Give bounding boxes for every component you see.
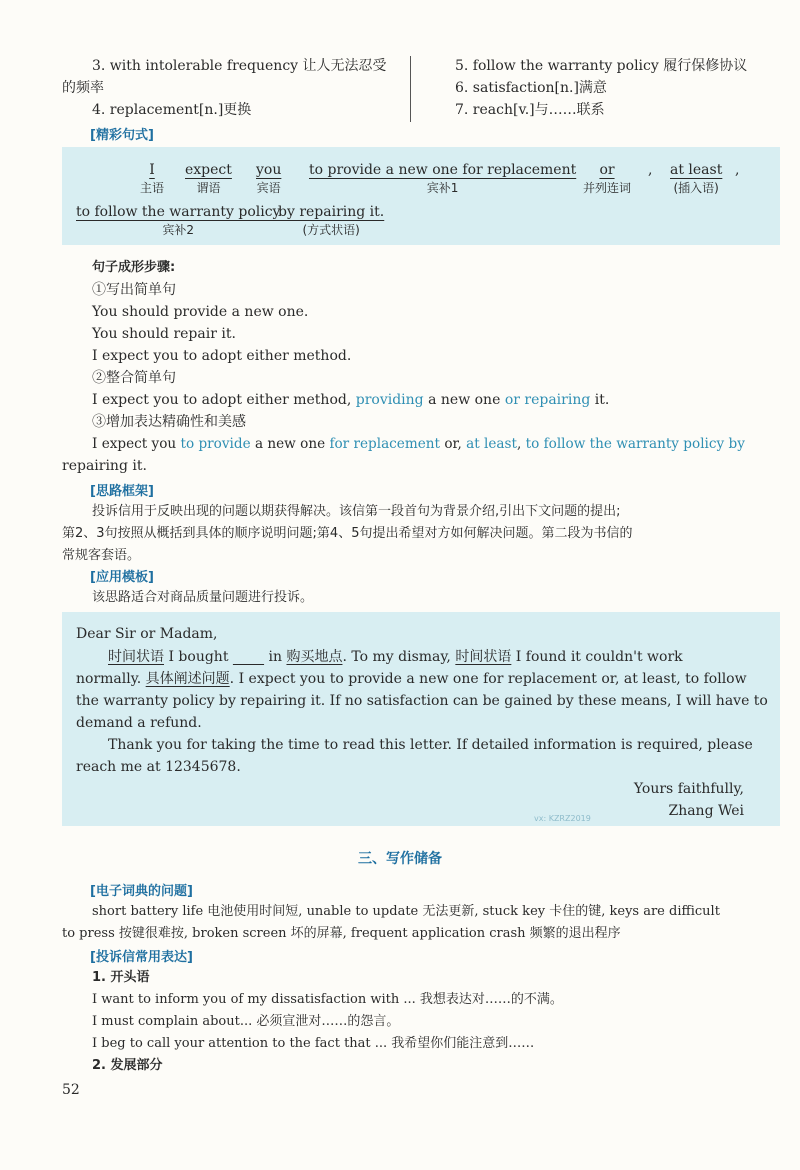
step-2-sentence: I expect you to adopt either method, providing a new one or repairing it. [92,392,610,408]
heading-template: [应用模板] [90,570,154,585]
step-3-sentence-tail: repairing it. [62,458,147,474]
letter-p2-line-1: Thank you for taking the time to read this letter. If detailed information is required, please [108,737,753,753]
dictionary-line-2: to press 按键很难按, broken screen 坏的屏幕, frequent application crash 频繁的退出程序 [62,926,621,941]
step-1-line-1: You should provide a new one. [92,304,309,320]
letter-closing: Yours faithfully, [633,781,744,797]
step-2-title: ②整合简单句 [92,370,176,386]
opening-line-2: I must complain about... 必须宣泄对……的怨言。 [92,1014,400,1029]
heading-expressions: [投诉信常用表达] [90,950,193,965]
letter-p1-line-2: normally. 具体阐述问题. I expect you to provide a new one for replacement or, at least, to follow [76,671,747,687]
page-number: 52 [62,1082,80,1098]
part-complement-2: to follow the warranty policy 宾补2 [76,204,281,237]
letter-p1-line-1: 时间状语 I bought in 购买地点. To my dismay, 时间状语 I found it couldn't work [108,649,683,665]
opening-line-1: I want to inform you of my dissatisfaction with ... 我想表达对……的不满。 [92,992,563,1007]
part-comma-2: , [735,162,740,178]
part-verb: expect 谓语 [185,162,232,195]
letter-greeting: Dear Sir or Madam, [76,626,218,642]
part-complement-1: to provide a new one for replacement 宾补1 [309,162,577,195]
part-comma-1: , [648,162,653,178]
step-3-title: ③增加表达精确性和美感 [92,414,246,430]
letter-signature: Zhang Wei [668,803,744,819]
part-conjunction: or 并列连词 [583,162,632,195]
dictionary-line-1: short battery life 电池使用时间短, unable to update 无法更新, stuck key 卡住的键, keys are difficult [92,904,720,919]
steps-title: 句子成形步骤: [92,260,176,275]
part-parenthesis: at least (插入语) [670,162,723,195]
step-1-line-3: I expect you to adopt either method. [92,348,352,364]
watermark: vx: KZRZ2019 [534,814,591,823]
vocab-right-2: 6. satisfaction[n.]满意 [455,80,607,96]
letter-p1-line-3: the warranty policy by repairing it. If no satisfaction can be gained by these means, I will have to [76,693,768,709]
part-adverbial: by repairing it. (方式状语) [278,204,385,237]
step-1-line-2: You should repair it. [92,326,236,342]
step-1-title: ①写出简单句 [92,282,176,298]
heading-framework: [思路框架] [90,484,154,499]
step-3-sentence: I expect you to provide a new one for replacement or, at least, to follow the warranty policy by [92,436,745,452]
framework-line-3: 常规客套语。 [62,548,141,563]
vocab-right-1: 5. follow the warranty policy 履行保修协议 [455,58,748,74]
part-object: you 宾语 [256,162,282,195]
vocab-left-2: 的频率 [62,80,104,96]
opening-title: 1. 开头语 [92,970,150,985]
vocab-left-1: 3. with intolerable frequency 让人无法忍受 [92,58,387,74]
vocab-left-3: 4. replacement[n.]更换 [92,102,252,118]
part-subject: I 主语 [140,162,165,195]
heading-dictionary: [电子词典的问题] [90,884,193,899]
sentence-analysis-box [62,147,780,245]
framework-line-1: 投诉信用于反映出现的问题以期获得解决。该信第一段首句为背景介绍,引出下文问题的提出; [92,504,621,519]
framework-line-2: 第2、3句按照从概括到具体的顺序说明问题;第4、5句提出希望对方如何解决问题。第二段为书信的 [62,526,633,541]
opening-line-3: I beg to call your attention to the fact that ... 我希望你们能注意到…… [92,1036,535,1051]
letter-p1-line-4: demand a refund. [76,715,202,731]
vocab-right-3: 7. reach[v.]与……联系 [455,102,605,118]
template-intro: 该思路适合对商品质量问题进行投诉。 [92,590,314,605]
letter-p2-line-2: reach me at 12345678. [76,759,241,775]
heading-sentence: [精彩句式] [90,128,154,143]
letter-box [62,612,780,826]
body-title: 2. 发展部分 [92,1058,163,1073]
column-divider [410,56,411,122]
section-title: 三、写作储备 [358,851,442,867]
